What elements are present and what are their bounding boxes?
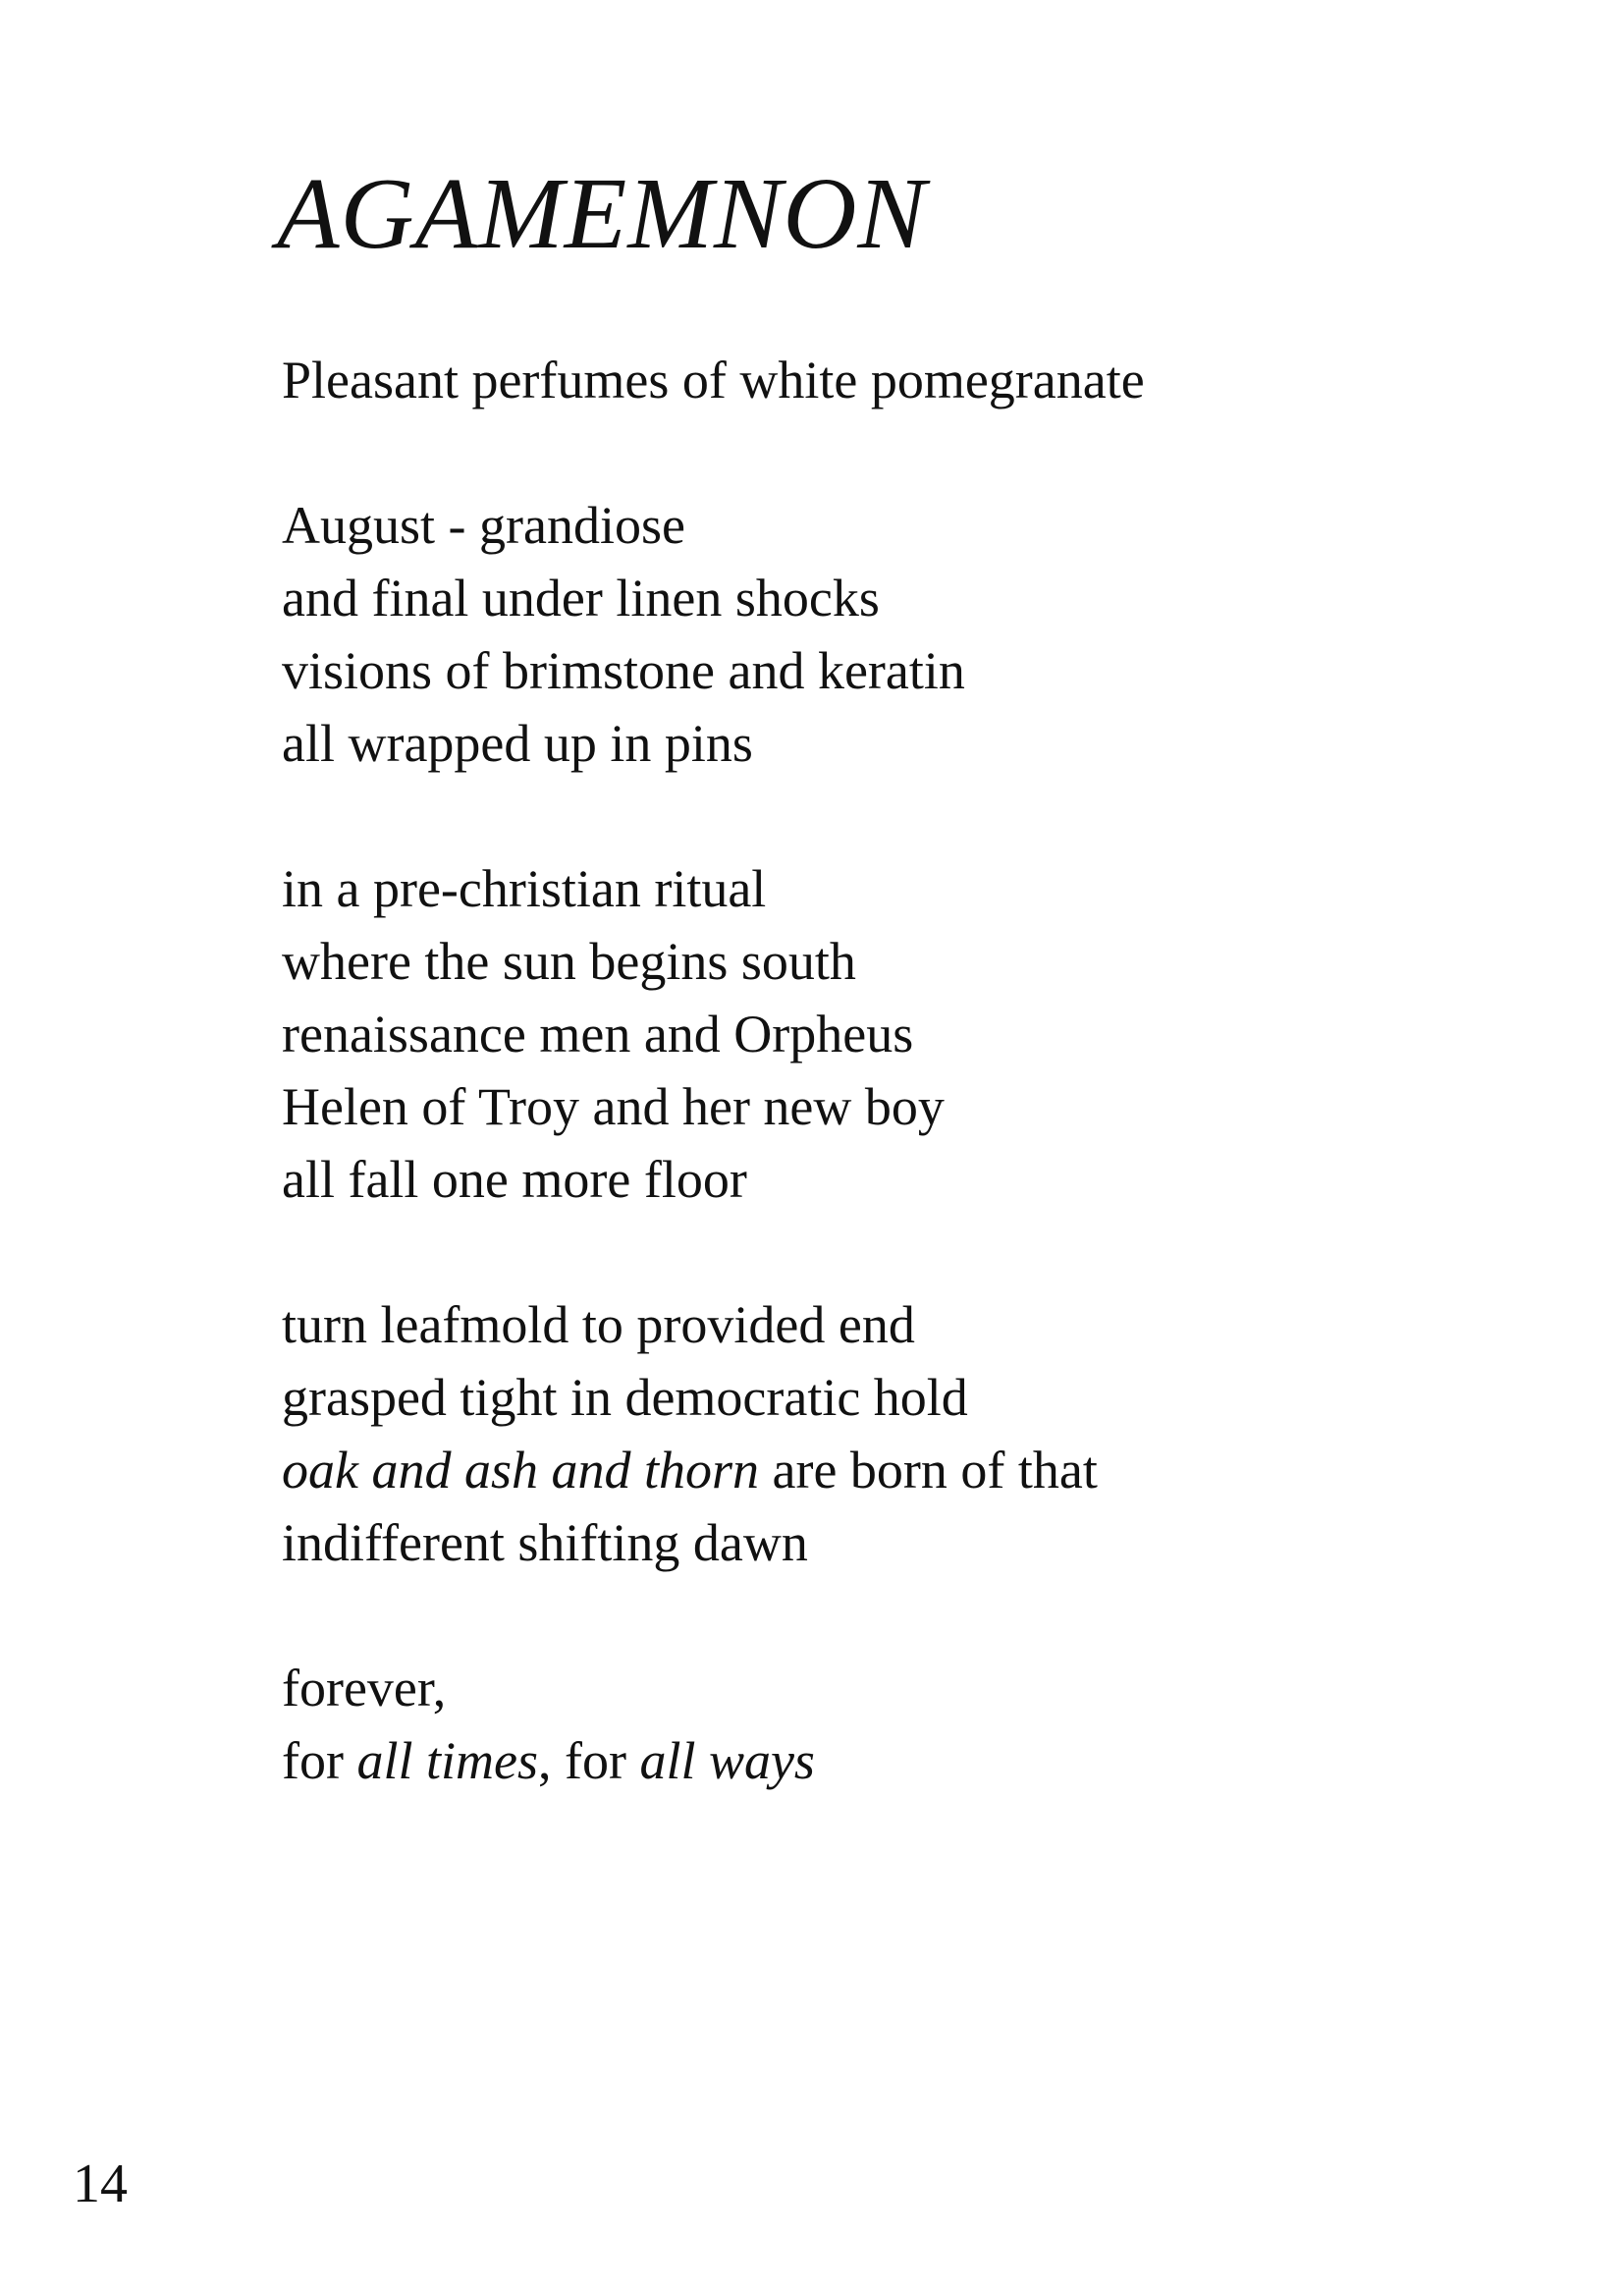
poem-line: where the sun begins south bbox=[282, 932, 856, 991]
poem-line: and final under linen shocks bbox=[282, 569, 880, 627]
poem-body bbox=[282, 344, 1460, 1797]
poem-line: all wrapped up in pins bbox=[282, 714, 753, 773]
italic-text: all ways bbox=[639, 1731, 815, 1790]
text-segment: are born of that bbox=[759, 1441, 1098, 1499]
italic-text: all times bbox=[356, 1731, 538, 1790]
stanza bbox=[282, 1288, 1460, 1579]
poem-line: all fall one more floor bbox=[282, 1150, 747, 1209]
poem-line: renaissance men and Orpheus bbox=[282, 1005, 914, 1063]
poem-line: in a pre-christian ritual bbox=[282, 859, 767, 918]
poem-line bbox=[282, 1724, 1460, 1797]
poem-line: Helen of Troy and her new boy bbox=[282, 1077, 945, 1136]
italic-text: oak and ash and thorn bbox=[282, 1441, 759, 1499]
poem-line: indifferent shifting dawn bbox=[282, 1513, 808, 1572]
text-segment: , for bbox=[537, 1731, 640, 1790]
stanza bbox=[282, 344, 1460, 416]
poem-title: AGAMEMNON bbox=[277, 157, 927, 270]
page-number: 14 bbox=[73, 2153, 128, 2214]
stanza bbox=[282, 1652, 1460, 1797]
poem-line: grasped tight in democratic hold bbox=[282, 1368, 968, 1427]
poem-line: forever, bbox=[282, 1659, 447, 1717]
stanza-break bbox=[282, 1579, 1460, 1652]
stanza-break bbox=[282, 416, 1460, 489]
poem-line: Pleasant perfumes of white pomegranate bbox=[282, 351, 1145, 409]
stanza-break bbox=[282, 1216, 1460, 1288]
poem-line: turn leafmold to provided end bbox=[282, 1295, 915, 1354]
text-segment: for bbox=[282, 1731, 357, 1790]
stanza bbox=[282, 489, 1460, 780]
poem-line: visions of brimstone and keratin bbox=[282, 641, 965, 700]
poem-line: August - grandiose bbox=[282, 496, 685, 555]
stanza-break bbox=[282, 780, 1460, 852]
poem-line bbox=[282, 1434, 1460, 1506]
stanza bbox=[282, 852, 1460, 1216]
